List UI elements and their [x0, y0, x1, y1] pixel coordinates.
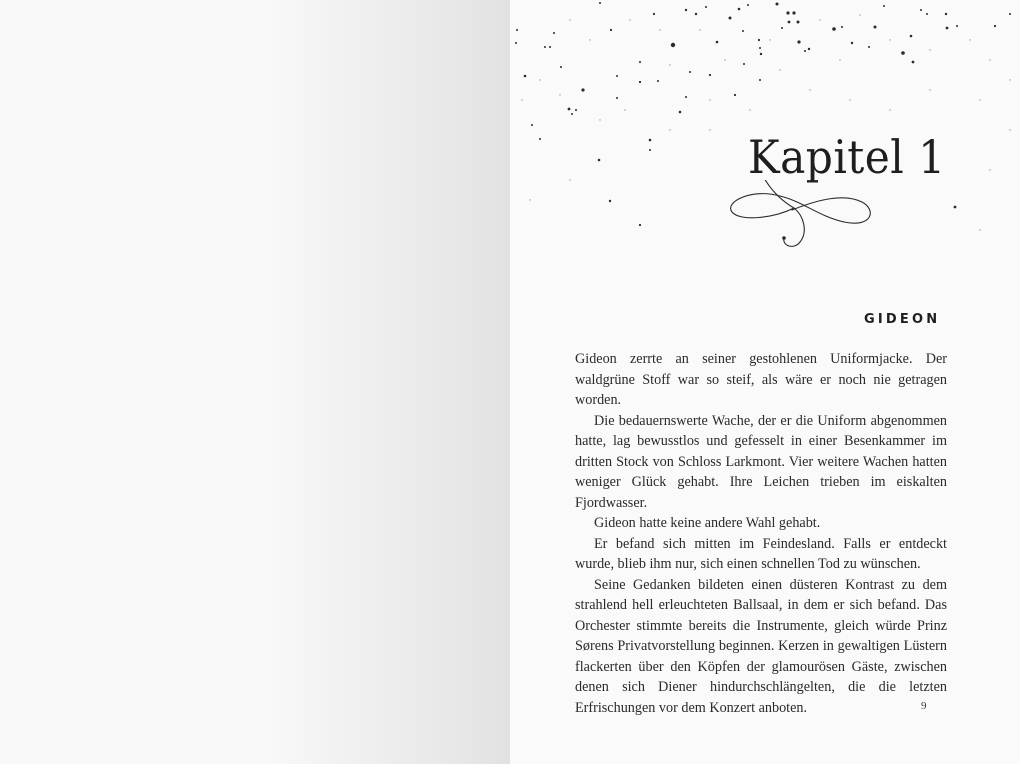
paragraph: Gideon hatte keine andere Wahl gehabt.: [594, 515, 821, 531]
right-page: [510, 0, 1020, 764]
paragraph: Die bedauernswerte Wache, der er die Uniform abgenommen hatte, lag bewusstlos und gefesselt in einer Besenkammer im dritten Stock von Schloss Larkmont. Vier weitere Wachen hatten weniger Glück gehabt. Ihre Leichen trieben im eiskalten Fjordwasser.: [575, 412, 947, 511]
page-number: 9: [921, 700, 927, 712]
chapter-body-text: [575, 349, 947, 718]
flourish-icon: [722, 180, 882, 252]
pov-character-heading: GIDEON: [864, 312, 941, 327]
paragraph: Er befand sich mitten im Feindesland. Falls er entdeckt wurde, blieb ihm nur, sich einen schnellen Tod zu wünschen.: [575, 535, 947, 572]
paragraph: Seine Gedanken bildeten einen düsteren Kontrast zu dem strahlend hell erleuchteten Ballsaal, in dem er sich befand. Das Orchester stimmte bereits die Instrumente, gleich würde Prinz Sørens Privatvorstellung beginnen. Kerzen in gewaltigen Lüstern flackerten über den Köpfen der glamourösen Gäste, zwischen denen sich Diener hindurchschlängelten, die die letzten Erfrischungen vor dem Konzert anboten.: [575, 576, 947, 716]
paragraph: Gideon zerrte an seiner gestohlenen Uniformjacke. Der waldgrüne Stoff war so steif, als wäre er noch nie getragen worden.: [575, 351, 947, 408]
chapter-title: Kapitel 1: [748, 130, 946, 184]
